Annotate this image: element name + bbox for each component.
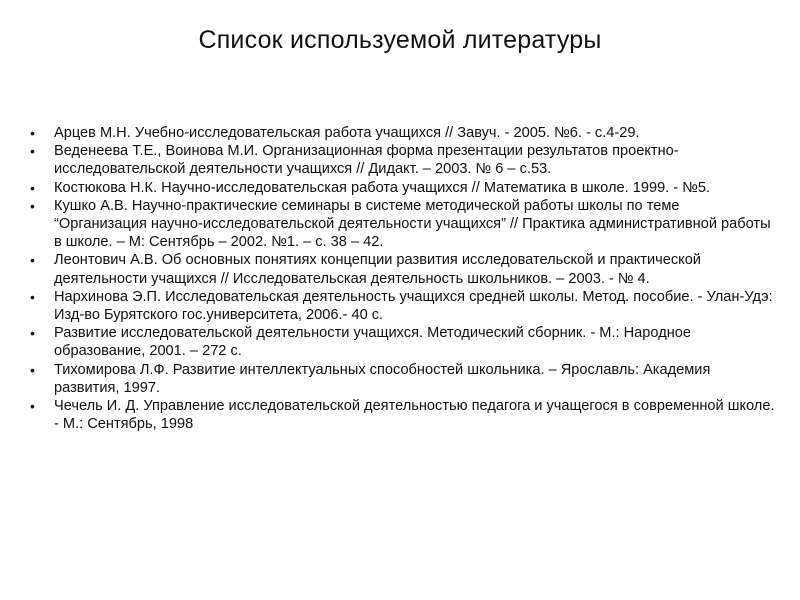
bullet-icon: •	[30, 361, 35, 378]
reference-list	[30, 124, 775, 433]
reference-text: Развитие исследовательской деятельности учащихся. Методический сборник. - М.: Народное образование, 2001. – 272 с.	[54, 325, 691, 360]
bullet-icon: •	[30, 197, 35, 214]
bullet-icon: •	[30, 288, 35, 305]
list-item	[30, 142, 775, 178]
reference-text: Костюкова Н.К. Научно-исследовательская работа учащихся // Математика в школе. 1999. - №5.	[54, 179, 711, 196]
reference-text: Веденеева Т.Е., Воинова М.И. Организационная форма презентации результатов проектно-исследовательской деятельности учащихся // Дидакт. – 2003. № 6 – с.53.	[54, 143, 679, 178]
bullet-icon: •	[30, 252, 35, 269]
bullet-icon: •	[30, 125, 35, 141]
list-item	[30, 361, 775, 397]
bullet-icon: •	[30, 398, 35, 415]
reference-text: Тихомирова Л.Ф. Развитие интеллектуальных способностей школьника. – Ярославль: Академия развития, 1997.	[54, 361, 711, 396]
reference-text: Чечель И. Д. Управление исследовательской деятельностью педагога и учащегося в современной школе. - М.: Сентябрь, 1998	[54, 398, 775, 433]
list-item	[30, 288, 775, 324]
bullet-icon: •	[30, 325, 35, 342]
reference-text: Кушко А.В. Научно-практические семинары в системе методической работы школы по теме “Организация научно-исследовательской деятельности учащихся” // Практика административной работы в школе. – М: Сентябрь – 2002. №1. – с. 38 – 42.	[54, 197, 771, 251]
reference-text: Арцев М.Н. Учебно-исследовательская работа учащихся // Завуч. - 2005. №6. - с.4-29.	[54, 125, 640, 141]
list-item	[30, 197, 775, 252]
page-title: Список используемой литературы	[198, 26, 602, 54]
list-item	[30, 324, 775, 360]
list-item	[30, 397, 775, 433]
list-item	[30, 124, 775, 142]
reference-text: Нархинова Э.П. Исследовательская деятельность учащихся средней школы. Метод. пособие. - Улан-Удэ: Изд-во Бурятского гос.университета, 2006.- 40 с.	[54, 288, 773, 324]
list-item	[30, 179, 775, 197]
bullet-icon: •	[30, 143, 35, 160]
bullet-icon: •	[30, 179, 35, 196]
list-item	[30, 251, 775, 287]
reference-text: Леонтович А.В. Об основных понятиях концепции развития исследовательской и практической деятельности учащихся // Исследовательская деятельность школьников. – 2003. - № 4.	[54, 252, 701, 287]
